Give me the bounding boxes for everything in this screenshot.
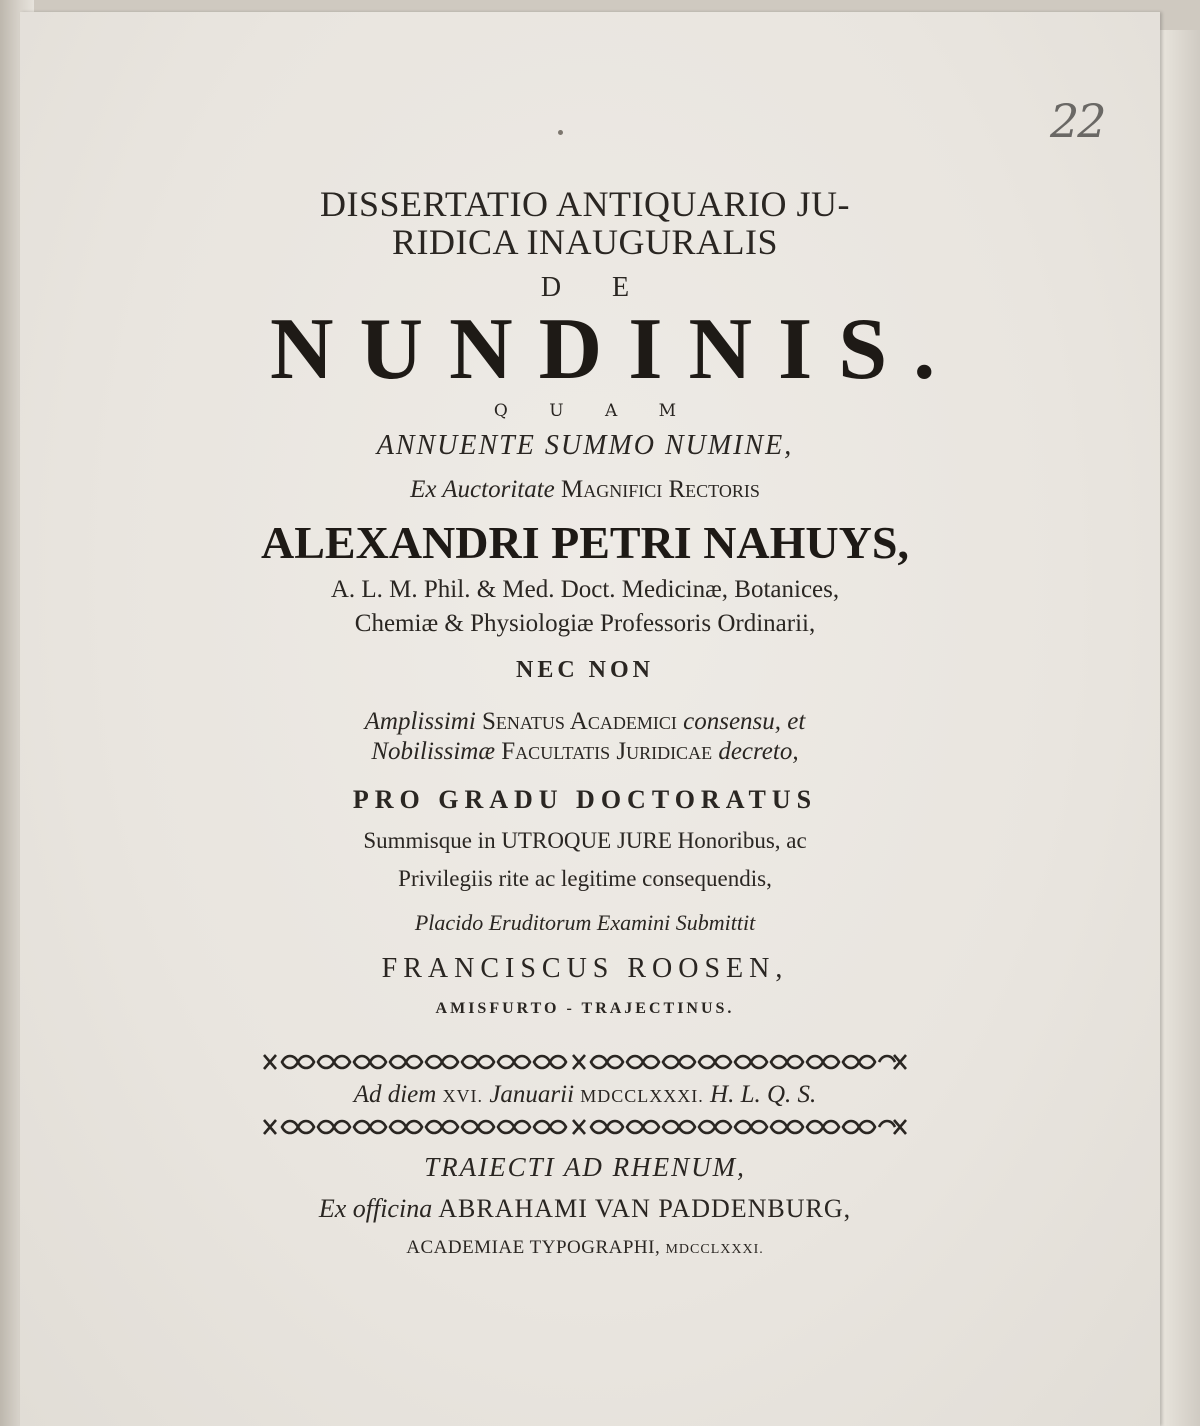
annuente-line: ANNUENTE SUMMO NUMINE, — [376, 430, 794, 461]
honoribus-line-1: Summisque in UTROQUE JURE Honoribus, ac — [363, 828, 807, 853]
handwritten-page-number: 22 — [1050, 94, 1105, 148]
date-month: Januarii — [489, 1081, 575, 1108]
faculty-tail: decreto, — [718, 738, 799, 765]
title-line-1: DISSERTATIO ANTIQUARIO JU- — [320, 184, 850, 224]
subject-heading: NUNDINIS. — [270, 301, 962, 398]
senate-caps: Senatus Academici — [482, 708, 677, 735]
quam-line: Q U A M — [493, 401, 695, 421]
printer-name: ABRAHAMI VAN PADDENBURG, — [438, 1194, 852, 1223]
title-page-text — [250, 184, 962, 1264]
author-name: FRANCISCUS ROOSEN, — [381, 953, 789, 984]
senate-italic: Amplissimi — [364, 708, 476, 735]
honoribus-line-2: Privilegiis rite ac legitime consequendis, — [398, 866, 772, 891]
senate-tail: consensu, et — [683, 708, 806, 735]
faculty-decree-line — [250, 737, 920, 767]
date-year: MDCCLXXXI. — [580, 1086, 704, 1106]
auctoritate-line — [250, 473, 920, 507]
preposition-de: D E — [540, 272, 652, 303]
ornament-rule-bottom — [260, 1116, 910, 1138]
faculty-caps: Facultatis Juridicae — [501, 738, 713, 765]
title-line-2: RIDICA INAUGURALIS — [392, 222, 778, 262]
imprint-printer-line — [250, 1192, 920, 1226]
printer-role: ACADEMIAE TYPOGRAPHI, — [406, 1237, 661, 1258]
rector-office: Magnifici Rectoris — [561, 476, 760, 503]
ornament-rule-top — [260, 1051, 910, 1073]
date-ad-diem: Ad diem — [353, 1081, 437, 1108]
print-year: MDCCLXXXI. — [665, 1242, 764, 1257]
date-day: XVI. — [442, 1086, 484, 1106]
ink-mark — [558, 130, 563, 135]
pro-gradu-line: PRO GRADU DOCTORATUS — [352, 785, 818, 814]
author-origin: AMISFURTO - TRAJECTINUS. — [435, 1000, 735, 1017]
officina-italic: Ex officina — [318, 1194, 433, 1223]
imprint-role-line — [250, 1234, 920, 1264]
faculty-italic: Nobilissimæ — [371, 738, 496, 765]
nec-non-line: NEC NON — [515, 657, 654, 683]
rector-name: ALEXANDRI PETRI NAHUYS, — [261, 517, 909, 568]
rector-titles-1: A. L. M. Phil. & Med. Doct. Medicinæ, Botanices, — [330, 576, 840, 603]
senate-consent-line — [250, 707, 920, 737]
placido-line: Placido Eruditorum Examini Submittit — [414, 910, 756, 935]
imprint-place: TRAIECTI AD RHENUM, — [424, 1152, 746, 1182]
date-hlqs: H. L. Q. S. — [710, 1081, 817, 1108]
date-line — [250, 1079, 920, 1112]
rector-titles-2: Chemiæ & Physiologiæ Professoris Ordinarii, — [354, 610, 816, 637]
auctoritate-italic: Ex Auctoritate — [410, 476, 555, 503]
